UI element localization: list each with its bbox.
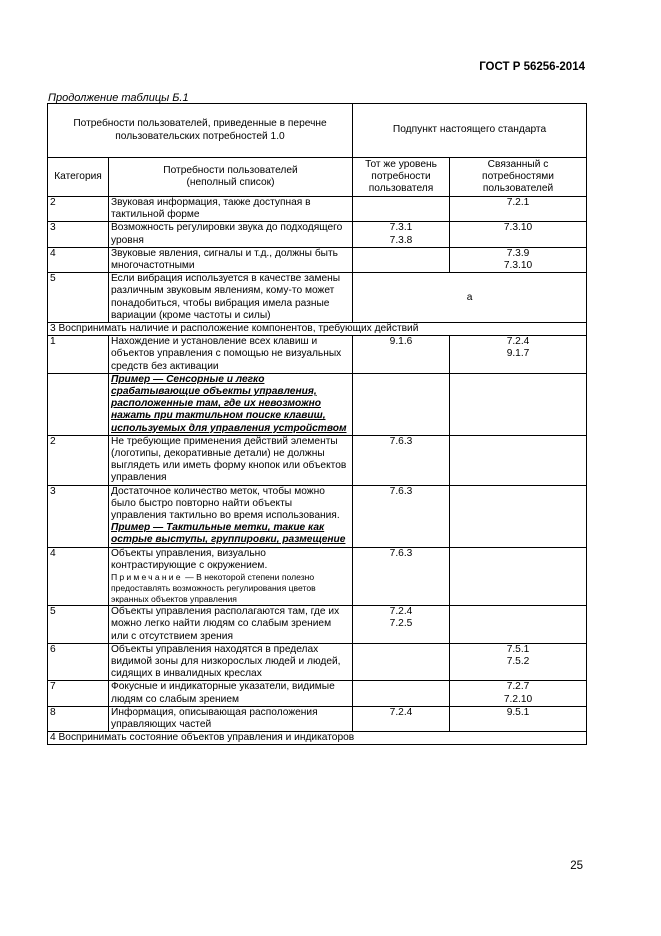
section-title: 4 Воспринимать состояние объектов управления и индикаторов — [48, 732, 587, 745]
related-cell — [450, 706, 587, 731]
need-text: Достаточное количество меток, чтобы можно было быстро повторно найти объекты управления тактильно во время использования. — [111, 485, 340, 522]
need-cell: Возможность регулировки звука до подходящего уровня — [109, 222, 353, 247]
related-cell — [450, 606, 587, 644]
subclause-ref: 7.5.2 — [506, 655, 530, 667]
subclause-ref: 7.2.4 — [389, 706, 413, 718]
subclause-ref: 7.6.3 — [389, 435, 413, 447]
related-cell — [450, 247, 587, 272]
need-cell: Если вибрация используется в качестве замены различным звуковым явлениям, кому-то может понадобиться, чтобы вибрация имела разные вариации (кроме частоты и силы) — [109, 273, 353, 323]
category-cell: 5 — [48, 273, 109, 323]
category-cell: 7 — [48, 681, 109, 706]
table-row — [48, 547, 587, 605]
same-level-cell — [353, 485, 450, 547]
head-standard-subclause: Подпункт настоящего стандарта — [353, 104, 587, 158]
same-level-cell — [353, 435, 450, 485]
table-row — [48, 336, 587, 374]
table-row — [48, 273, 587, 323]
col-needs: Потребности пользователей (неполный список) — [109, 158, 353, 197]
subclause-ref: 7.2.5 — [389, 618, 413, 630]
table-row — [48, 197, 587, 222]
merged-ref-cell: a — [353, 273, 587, 323]
empty-cell — [353, 373, 450, 435]
subclause-ref: 7.6.3 — [389, 485, 413, 497]
page-number: 25 — [570, 860, 583, 872]
subclause-ref: 7.3.10 — [503, 260, 533, 272]
subclause-ref: 7.5.1 — [506, 643, 530, 655]
subclause-ref: 7.3.10 — [503, 222, 533, 234]
note-body: В некоторой степени полезно предоставлять возможность регулирования цветов экранных объектов управления — [111, 572, 316, 605]
subclause-ref: 9.1.7 — [506, 348, 530, 360]
table-row — [48, 435, 587, 485]
need-cell: Объекты управления располагаются там, где их можно легко найти людям со слабым зрением или с отсутствием зрения — [109, 606, 353, 644]
example-label: Пример — [111, 522, 151, 534]
subclause-ref: 7.6.3 — [389, 547, 413, 559]
subclause-ref: 7.3.1 — [389, 222, 413, 234]
related-cell — [450, 435, 587, 485]
related-cell — [450, 485, 587, 547]
subclause-ref: 9.5.1 — [506, 706, 530, 718]
example-text: Пример — Сенсорные и легко срабатывающие объекты управления, расположенные там, где их невозможно нажать при тактильном поиске клавиш, используемых для управления устройством — [111, 373, 347, 434]
note-text: Примечание — В некоторой степени полезно предоставлять возможность регулирования цветов экранных объектов управления — [111, 572, 316, 605]
need-cell: Фокусные и индикаторные указатели, видимые людям со слабым зрением — [109, 681, 353, 706]
category-cell: 1 — [48, 336, 109, 374]
head-user-needs: Потребности пользователей, приведенные в перечне пользовательских потребностей 1.0 — [48, 104, 353, 158]
example-body: Сенсорные и легко срабатывающие объекты управления, расположенные там, где их невозможно нажать при тактильном поиске клавиш, используемых для управления устройством — [111, 373, 347, 434]
category-cell: 3 — [48, 222, 109, 247]
subclause-ref: 7.2.4 — [506, 336, 530, 348]
section-row — [48, 732, 587, 745]
category-cell: 3 — [48, 485, 109, 547]
table-row — [48, 681, 587, 706]
related-cell — [450, 336, 587, 374]
need-cell: Нахождение и установление всех клавиш и объектов управления с помощью не визуальных средств без активации — [109, 336, 353, 374]
need-cell: Информация, описывающая расположения управляющих частей — [109, 706, 353, 731]
related-cell — [450, 222, 587, 247]
category-cell: 4 — [48, 547, 109, 605]
subclause-ref: 9.1.6 — [389, 336, 413, 348]
subclause-ref: 7.3.9 — [506, 247, 530, 259]
subclause-ref: 7.2.7 — [506, 681, 530, 693]
same-level-cell — [353, 706, 450, 731]
same-level-cell — [353, 643, 450, 681]
table-subhead-row — [48, 158, 587, 197]
need-cell: Звуковые явления, сигналы и т.д., должны быть многочастотными — [109, 247, 353, 272]
related-cell — [450, 643, 587, 681]
category-cell: 6 — [48, 643, 109, 681]
need-text: Объекты управления, визуально контрастирующие с окружением. — [111, 547, 268, 571]
category-cell: 2 — [48, 197, 109, 222]
subclause-ref: 7.2.10 — [503, 693, 533, 705]
subclause-ref: 7.3.8 — [389, 234, 413, 246]
example-row — [48, 373, 587, 435]
col-related: Связанный с потребностями пользователей — [450, 158, 587, 197]
related-cell — [450, 547, 587, 605]
document-code: ГОСТ Р 56256-2014 — [479, 61, 585, 73]
example-cell — [109, 373, 353, 435]
table-body — [48, 104, 587, 745]
need-cell: Не требующие применения действий элементы (логотипы, декоративные детали) не должны выглядеть или иметь форму кнопок или объектов управления — [109, 435, 353, 485]
subclause-ref: 7.2.4 — [389, 606, 413, 618]
need-cell — [109, 547, 353, 605]
need-cell — [109, 485, 353, 547]
note-label: Примечание — [111, 572, 183, 583]
table-row — [48, 706, 587, 731]
empty-cell — [48, 373, 109, 435]
table-row — [48, 606, 587, 644]
table-head-row — [48, 104, 587, 158]
same-level-cell — [353, 197, 450, 222]
example-label: Пример — [111, 373, 151, 385]
same-level-cell — [353, 681, 450, 706]
table-row — [48, 485, 587, 547]
same-level-cell — [353, 222, 450, 247]
section-title: 3 Воспринимать наличие и расположение компонентов, требующих действий — [48, 323, 587, 336]
category-cell: 4 — [48, 247, 109, 272]
col-category: Категория — [48, 158, 109, 197]
same-level-cell — [353, 336, 450, 374]
table-row — [48, 643, 587, 681]
same-level-cell — [353, 547, 450, 605]
category-cell: 2 — [48, 435, 109, 485]
category-cell: 5 — [48, 606, 109, 644]
example-body: Тактильные метки, такие как острые выступы, группировки, размещение — [111, 522, 346, 546]
needs-table — [47, 103, 587, 745]
need-cell: Объекты управления находятся в пределах видимой зоны для низкорослых людей и людей, сидящих в инвалидных креслах — [109, 643, 353, 681]
same-level-cell — [353, 606, 450, 644]
section-row — [48, 323, 587, 336]
need-cell: Звуковая информация, также доступная в тактильной форме — [109, 197, 353, 222]
category-cell: 8 — [48, 706, 109, 731]
example-text: Пример — Тактильные метки, такие как острые выступы, группировки, размещение — [111, 522, 346, 546]
subclause-ref: 7.2.1 — [506, 197, 530, 208]
empty-cell — [450, 373, 587, 435]
col-same-level: Тот же уровень потребности пользователя — [353, 158, 450, 197]
related-cell — [450, 197, 587, 222]
table-row — [48, 222, 587, 247]
table-continuation-caption: Продолжение таблицы Б.1 — [48, 92, 189, 104]
table-row — [48, 247, 587, 272]
same-level-cell — [353, 247, 450, 272]
related-cell — [450, 681, 587, 706]
